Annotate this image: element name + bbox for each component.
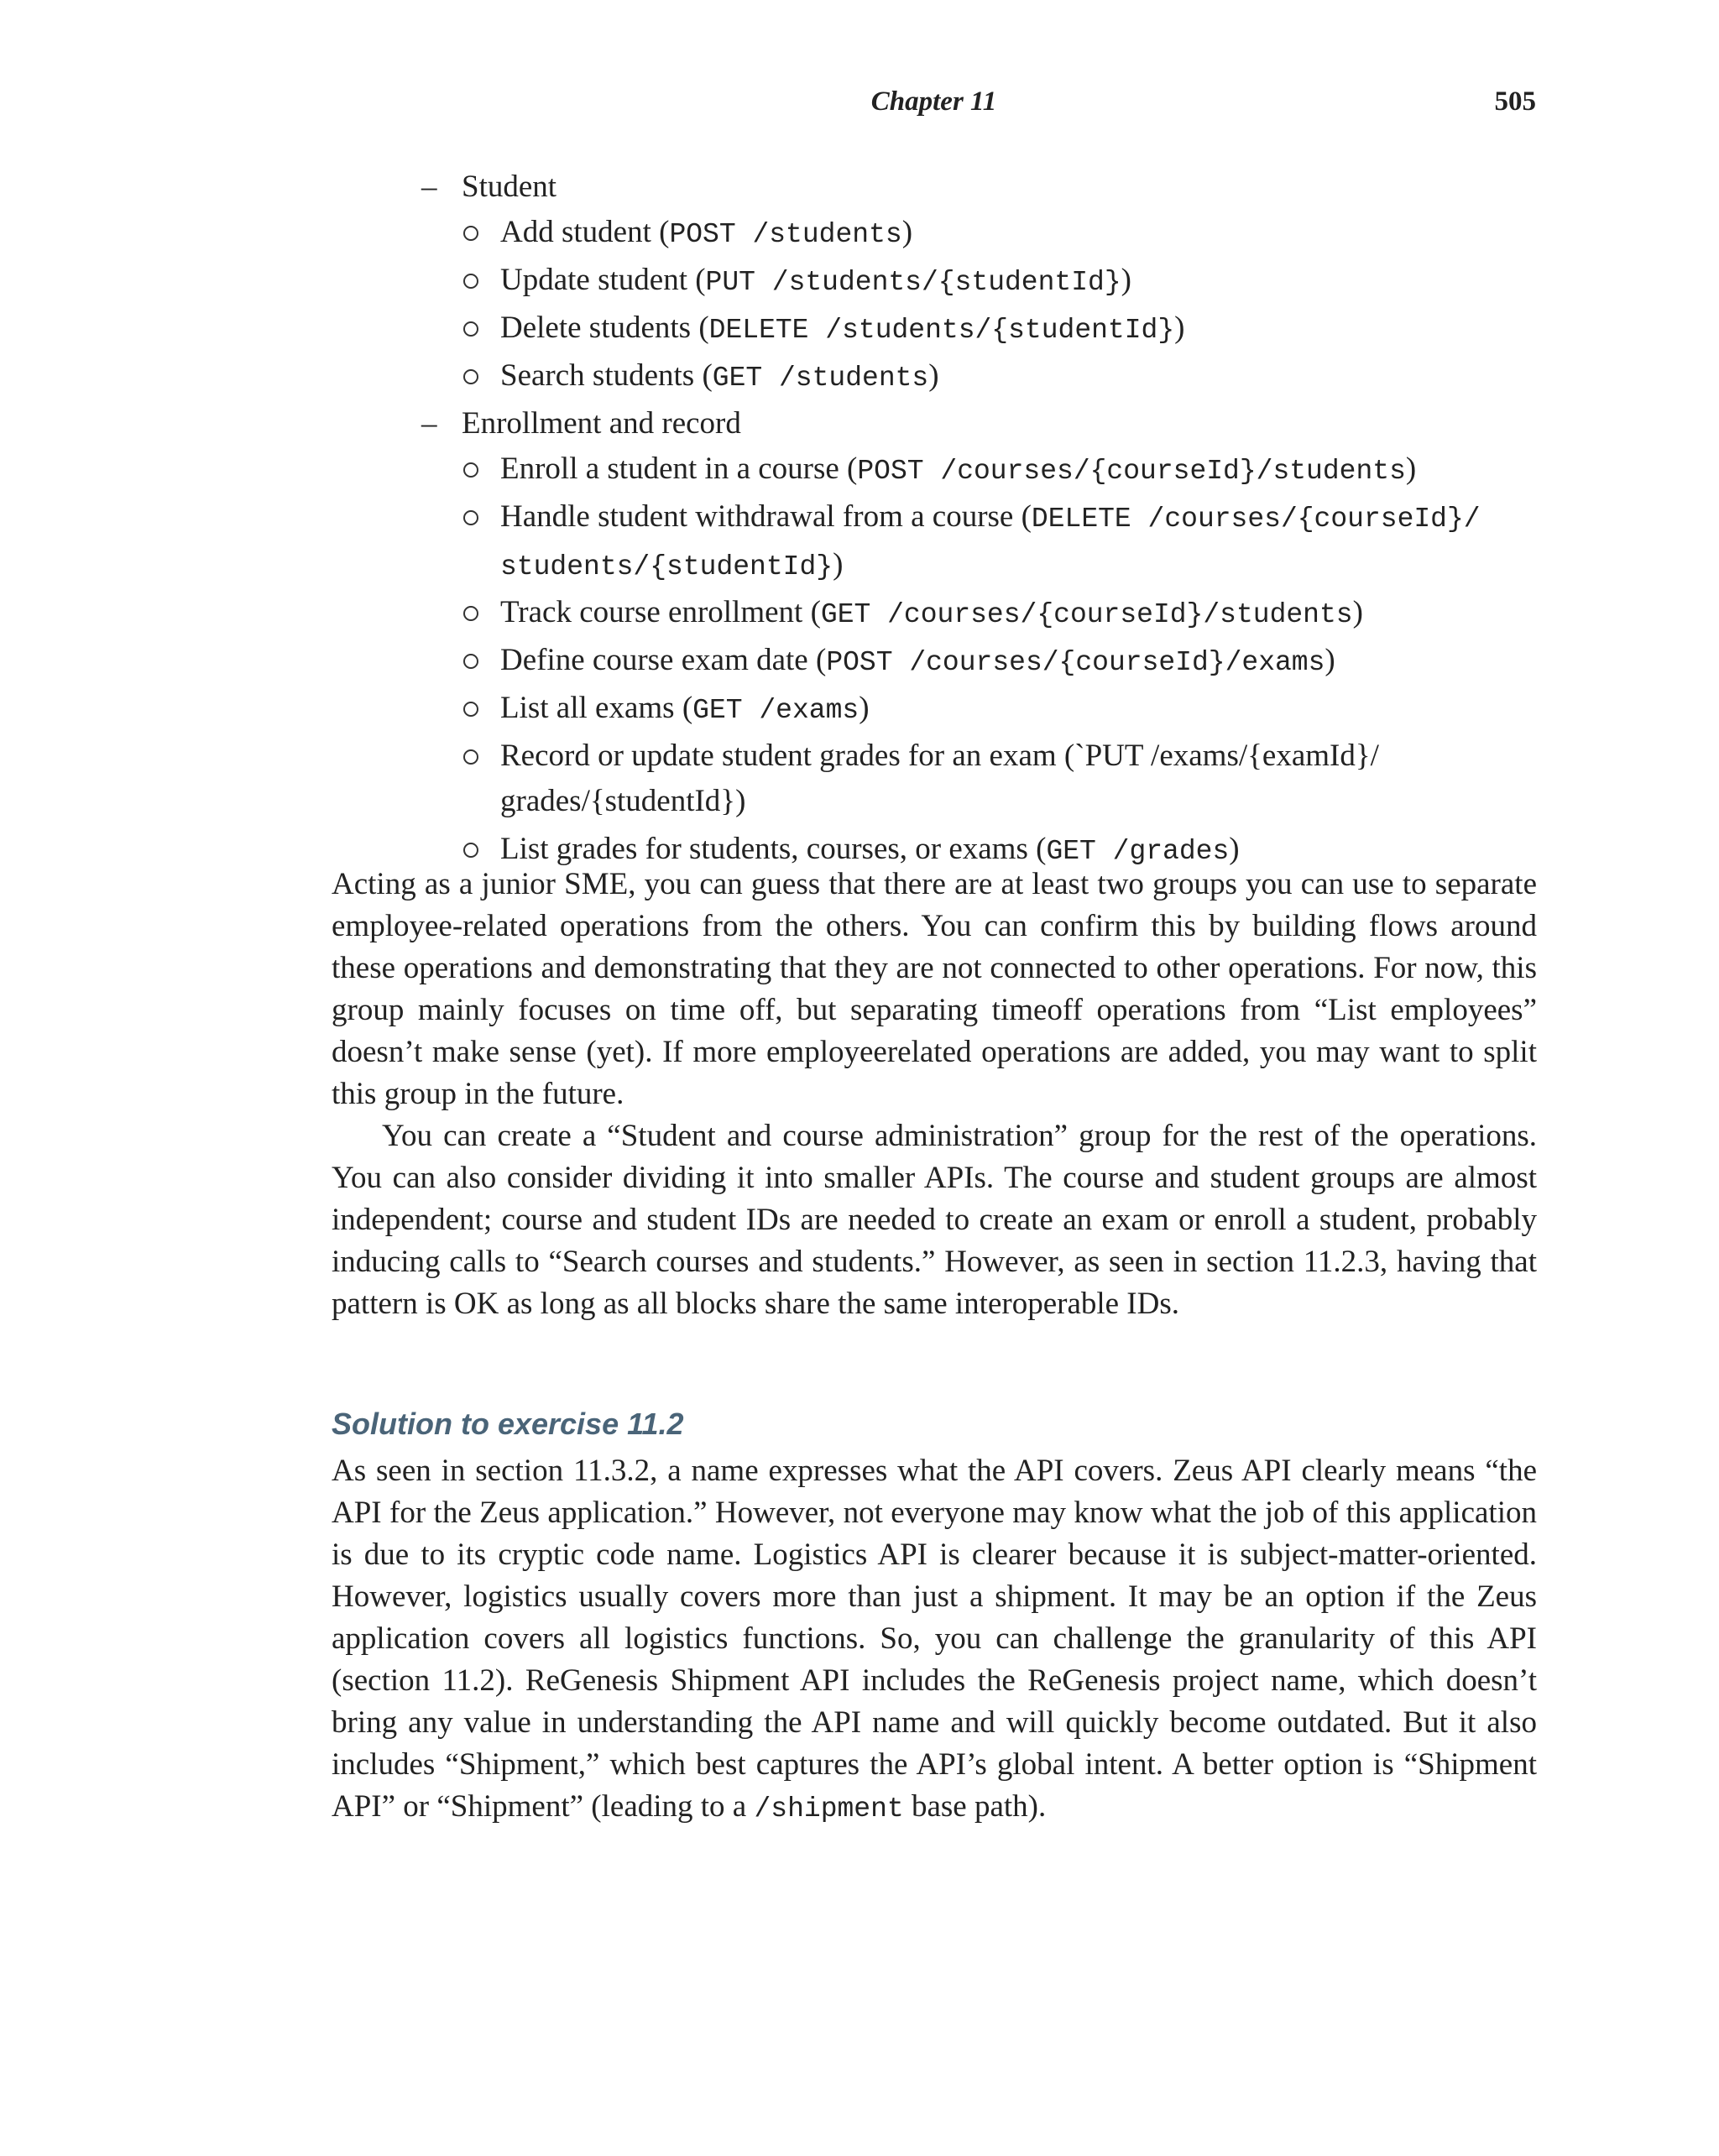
- list-item-text: List all exams (: [500, 691, 693, 725]
- list-item-suffix: ): [1325, 643, 1335, 677]
- list-item-code: PUT /students/{studentId}: [705, 267, 1121, 298]
- list-item-code: POST /courses/{courseId}/exams: [826, 647, 1325, 678]
- circle-bullet-icon: [463, 654, 478, 669]
- circle-bullet-icon: [463, 369, 478, 384]
- circle-bullet-icon: [463, 226, 478, 241]
- list-item-text: Record or update student grades for an exam (`PUT /exams/{examId}/ grades/{studentId}): [500, 739, 1379, 818]
- list-item-text: List grades for students, courses, or exams (: [500, 832, 1047, 866]
- list-item-suffix: ): [928, 358, 939, 393]
- list-item-text: Update student (: [500, 263, 706, 297]
- list-item: [0, 258, 1719, 305]
- list-item-suffix: ): [833, 547, 844, 582]
- list-item-suffix: ): [1121, 263, 1131, 297]
- list-item: [0, 733, 1719, 827]
- list-item-suffix: ): [1229, 832, 1240, 866]
- list-item-code: DELETE /students/{studentId}: [708, 315, 1175, 346]
- list-item-suffix: ): [1352, 595, 1363, 629]
- paragraph: You can create a “Student and course administration” group for the rest of the operations. You can also consider dividing it into smaller APIs. The course and student groups are almost independent; course and student IDs are needed to create an exam or enroll a student, probably inducing calls to “Search courses and students.” However, as seen in section 11.2.3, having that pattern is OK as long as all blocks share the same interoperable IDs.: [332, 1119, 1537, 1321]
- list-item-suffix: ): [1174, 311, 1185, 345]
- list-item-text: Add student (: [500, 215, 670, 249]
- list-item: [0, 210, 1719, 258]
- paragraph: [332, 1450, 1537, 1830]
- dash-bullet: –: [421, 170, 437, 204]
- list-item-code: GET /exams: [692, 695, 860, 726]
- solution-paragraph: [332, 1450, 1537, 1830]
- dash-bullet: –: [421, 406, 437, 441]
- circle-bullet-icon: [463, 749, 478, 765]
- page-number: 505: [1494, 86, 1536, 117]
- circle-bullet-icon: [463, 321, 478, 337]
- circle-bullet-icon: [463, 274, 478, 289]
- list-group-label: Student: [462, 170, 557, 204]
- list-item-code: GET /students: [712, 363, 929, 394]
- list-item: [0, 686, 1719, 733]
- list-item-text: Handle student withdrawal from a course (: [500, 499, 1032, 534]
- discussion-paragraphs: [332, 864, 1537, 1325]
- list-item-text: Enroll a student in a course (: [500, 452, 858, 486]
- list-item: [0, 353, 1719, 401]
- circle-bullet-icon: [463, 510, 478, 525]
- list-item: [0, 305, 1719, 353]
- list-item-text: Delete students (: [500, 311, 709, 345]
- list-item: [0, 638, 1719, 686]
- list-item: [0, 446, 1719, 494]
- endpoint-list: [0, 164, 1719, 874]
- circle-bullet-icon: [463, 702, 478, 717]
- list-item: [0, 494, 1719, 590]
- section-heading: Solution to exercise 11.2: [332, 1407, 684, 1441]
- list-item-suffix: ): [1405, 452, 1417, 486]
- chapter-label: Chapter 11: [870, 86, 997, 117]
- paragraph-text: base path).: [903, 1789, 1047, 1824]
- list-item-suffix: ): [901, 215, 913, 249]
- paragraph-text: As seen in section 11.3.2, a name expresses what the API covers. Zeus API clearly means “the API for the Zeus application.” However, not everyone may know what the job of this application is due to its cryptic code name. Logistics API is clearer because it is subject-matter-oriented. However, logistics usually covers more than just a shipment. It may be an option if the Zeus application covers all logistics functions. So, you can challenge the granularity of this API (section 11.2). ReGenesis Shipment API includes the ReGenesis project name, which doesn’t bring any value in understanding the API name and will quickly become outdated. But it also includes “Shipment,” which best captures the API’s global intent. A better option is “Shipment API” or “Shipment” (leading to a: [332, 1454, 1537, 1824]
- list-item-code: POST /courses/{courseId}/students: [857, 456, 1406, 487]
- paragraph: Acting as a junior SME, you can guess that there are at least two groups you can use to separate employee-related operations from the others. You can confirm this by building flows around these operations and demonstrating that they are not connected to other operations. For now, this group mainly focuses on time off, but separating timeoff operations from “List employees” doesn’t make sense (yet). If more employeerelated operations are added, you may want to split this group in the future.: [332, 867, 1537, 1111]
- inline-code: /shipment: [754, 1793, 904, 1825]
- list-item-text: Search students (: [500, 358, 713, 393]
- list-item-text: Track course enrollment (: [500, 595, 821, 629]
- running-head: [332, 81, 1536, 123]
- circle-bullet-icon: [463, 462, 478, 478]
- circle-bullet-icon: [463, 606, 478, 621]
- list-item-code: DELETE /courses/{courseId}/ students/{studentId}: [500, 504, 1481, 582]
- list-group-enrollment: [0, 401, 1719, 446]
- list-item: [0, 590, 1719, 638]
- list-item-code: GET /grades: [1046, 836, 1230, 867]
- list-item-code: POST /students: [669, 219, 902, 250]
- list-item-suffix: ): [859, 691, 870, 725]
- list-item-text: Define course exam date (: [500, 643, 827, 677]
- list-item-code: GET /courses/{courseId}/students: [820, 599, 1353, 630]
- list-group-label: Enrollment and record: [462, 406, 741, 441]
- list-group-student: [0, 164, 1719, 210]
- circle-bullet-icon: [463, 843, 478, 858]
